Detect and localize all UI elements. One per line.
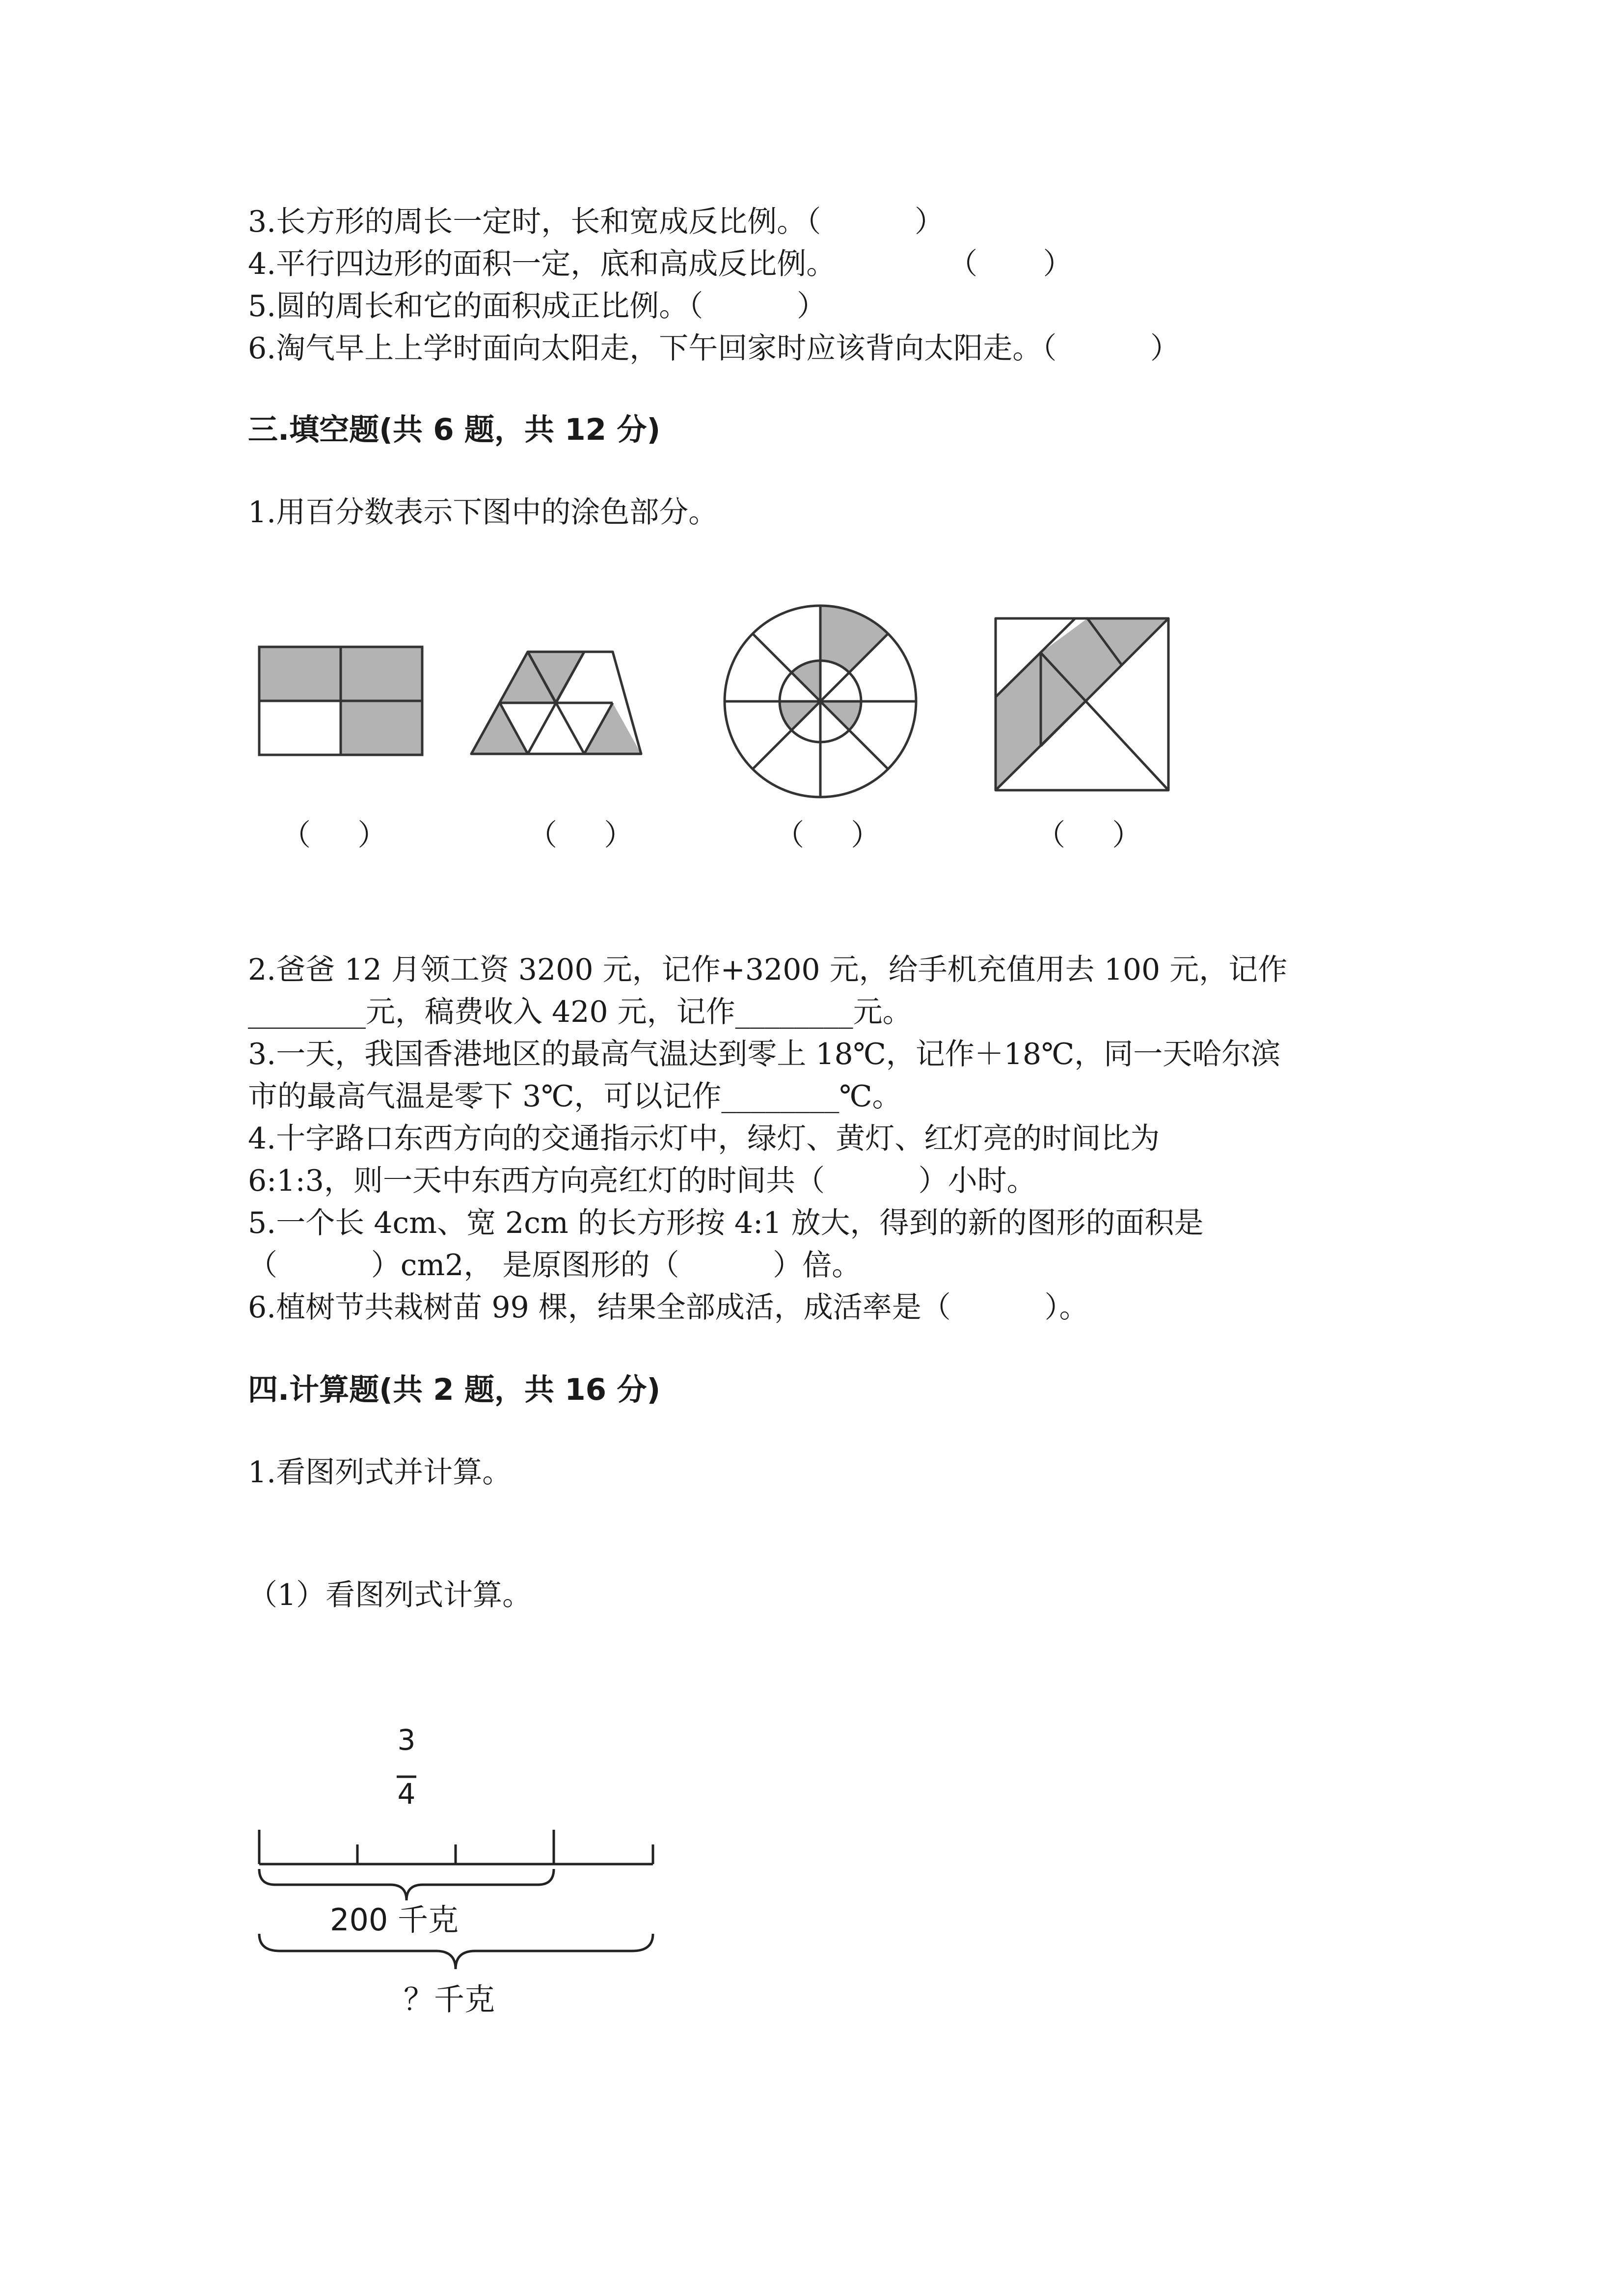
judgement-item-5: 5.圆的周长和它的面积成正比例。（ ） bbox=[248, 289, 826, 323]
judgement-item-6: 6.淘气早上上学时面向太阳走，下午回家时应该背向太阳走。（ ） bbox=[248, 331, 1180, 366]
fill-question-1: 1.用百分数表示下图中的涂色部分。 bbox=[248, 495, 718, 530]
section-4-heading: 四.计算题(共 2 题，共 16 分) bbox=[248, 1372, 661, 1407]
unknown-weight-label: ？千克 bbox=[404, 1981, 495, 2017]
figure-trapezoid bbox=[471, 652, 641, 754]
answer-blank-3[interactable]: （ ） bbox=[775, 818, 881, 853]
figure-rectangle bbox=[259, 647, 422, 755]
answer-blank-1[interactable]: （ ） bbox=[281, 818, 387, 853]
fill-question-2-line1: 2.爸爸 12 月领工资 3200 元，记作+3200 元，给手机充值用去 100 元，记作 bbox=[248, 953, 1288, 987]
known-weight-label: 200 千克 bbox=[330, 1902, 459, 1938]
fill-question-3-line2: 市的最高气温是零下 3℃，可以记作________℃。 bbox=[248, 1079, 902, 1114]
calc-subquestion-1: （1）看图列式计算。 bbox=[248, 1578, 532, 1612]
fill-question-6: 6.植树节共栽树苗 99 棵，结果全部成活，成活率是（ ）。 bbox=[248, 1290, 1089, 1325]
judgement-item-4: 4.平行四边形的面积一定，底和高成反比例。 （ ） bbox=[248, 247, 1073, 281]
figure-square bbox=[996, 618, 1168, 790]
brace-three-quarters bbox=[259, 1869, 554, 1900]
answer-blank-4[interactable]: （ ） bbox=[1036, 818, 1142, 853]
fill-question-2-line2: ________元，稿费收入 420 元，记作________元。 bbox=[248, 995, 912, 1029]
fraction-numerator: 3 bbox=[397, 1723, 416, 1757]
answer-blank-2[interactable]: （ ） bbox=[528, 818, 634, 853]
fill-question-3-line1: 3.一天，我国香港地区的最高气温达到零上 18℃，记作＋18℃，同一天哈尔滨 bbox=[248, 1037, 1281, 1071]
fraction-denominator: 4 bbox=[397, 1777, 416, 1811]
fill-question-4-line2: 6:1:3，则一天中东西方向亮红灯的时间共（ ）小时。 bbox=[248, 1164, 1036, 1198]
fill-question-5-line2: （ ）cm2， 是原图形的（ ）倍。 bbox=[248, 1248, 862, 1282]
section-3-heading: 三.填空题(共 6 题，共 12 分) bbox=[248, 412, 661, 447]
fill-question-5-line1: 5.一个长 4cm、宽 2cm 的长方形按 4:1 放大，得到的新的图形的面积是 bbox=[248, 1206, 1204, 1240]
brace-whole bbox=[259, 1934, 653, 1969]
calc-question-1: 1.看图列式并计算。 bbox=[248, 1455, 512, 1490]
fill-question-4-line1: 4.十字路口东西方向的交通指示灯中，绿灯、黄灯、红灯亮的时间比为 bbox=[248, 1121, 1160, 1156]
figure-circle bbox=[725, 606, 916, 797]
judgement-item-3: 3.长方形的周长一定时，长和宽成反比例。（ ） bbox=[248, 205, 944, 239]
